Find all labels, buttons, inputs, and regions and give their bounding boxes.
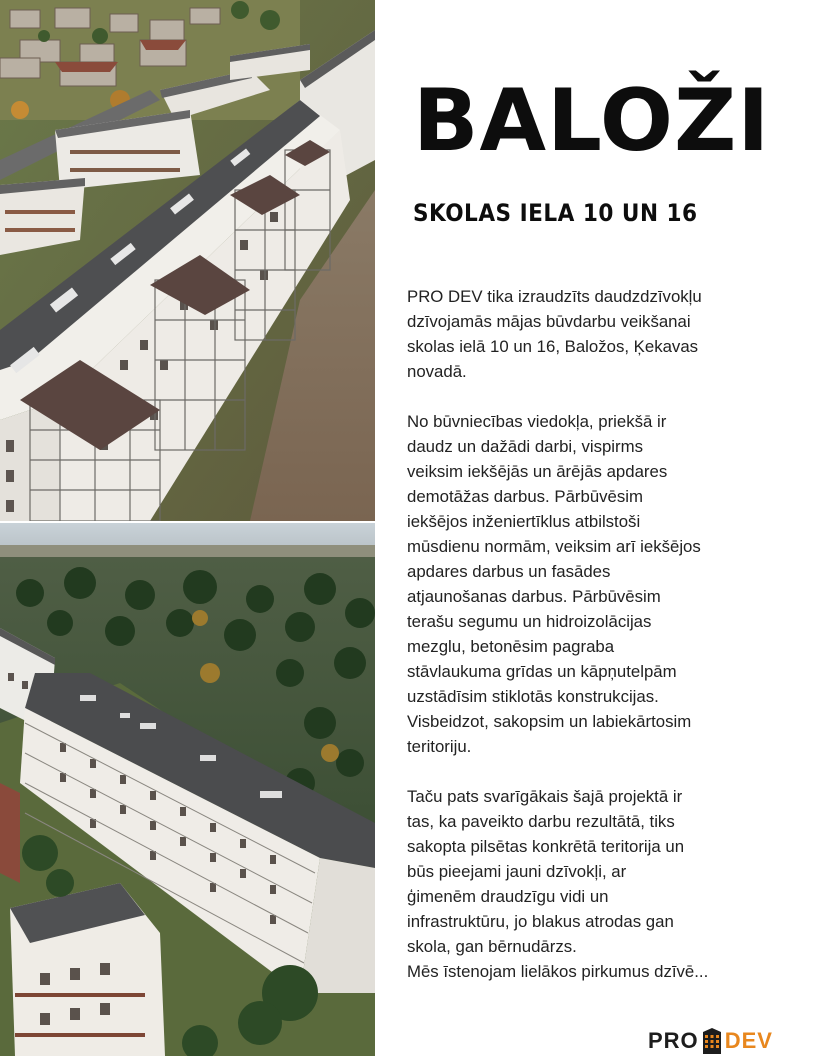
body-text [407,284,807,984]
paragraph-works: No būvniecības viedokļa, priekšā ir daudz un dažādi darbi, vispirms veiksim iekšējās un ārējās apdares demotāžas darbus. Pārbūvēsim iekšējos inženiertīklus atbilstoši mūsdienu normām, veiksim arī iekšējos apdares darbus un fasādes atjaunošanas darbus. Pārbūvēsim terašu segumu un hidroizolācijas mezglu, betonēsim pagraba stāvlaukuma grīdas un kāpņutelpām uzstādīsim stiklotās konstrukcijas. Visbeidzot, sakopsim un labiekārtosim teritoriju. [407,412,701,756]
photo-column [0,0,375,1056]
page-subtitle: SKOLAS IELA 10 UN 16 [413,199,698,227]
prodev-logo [648,1024,816,1056]
aerial-forest-photo-icon [0,523,375,1056]
page-title: BALOŽI [413,71,771,171]
aerial-building-photo-icon [0,0,375,521]
logo-text-pro: PRO [648,1028,699,1053]
paragraph-intro: PRO DEV tika izraudzīts daudzdzīvokļu dzīvojamās mājas būvdarbu veikšanai skolas ielā 10 un 16, Baložos, Ķekavas novadā. [407,287,702,381]
building-grid-icon [703,1028,721,1054]
logo-text-dev: DEV [724,1028,773,1053]
aerial-photo-bottom [0,523,375,1056]
paragraph-importance: Taču pats svarīgākais šajā projektā ir tas, ka paveikto darbu rezultātā, tiks sakopta pilsētas konkrētā teritorija un būs pieejami jauni dzīvokļi, ar ģimenēm draudzīgu vidi un infrastruktūru, jo blakus atrodas gan skola, gan bērnudārzs. Mēs īstenojam lielākos pirkumus dzīvē... [407,787,709,981]
aerial-photo-top [0,0,375,521]
